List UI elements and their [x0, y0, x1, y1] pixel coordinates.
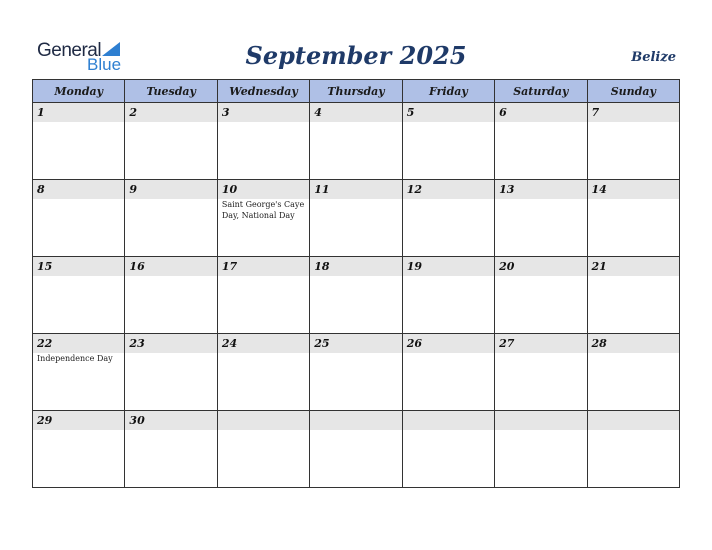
- day-cell: [310, 334, 402, 411]
- day-number: 26: [403, 334, 494, 353]
- day-number: 16: [125, 257, 216, 276]
- day-number: 2: [125, 103, 216, 122]
- logo-text-blue: Blue: [87, 55, 122, 74]
- day-number: [495, 411, 586, 430]
- day-number: 13: [495, 180, 586, 199]
- day-number: 19: [403, 257, 494, 276]
- day-cell: [125, 257, 217, 334]
- day-cell: [33, 334, 125, 411]
- country-label: Belize: [631, 50, 676, 65]
- day-number: 15: [33, 257, 124, 276]
- day-cell: [33, 411, 125, 488]
- day-number: 14: [588, 180, 679, 199]
- day-cell: [33, 180, 125, 257]
- day-cell: [587, 411, 679, 488]
- day-cell: [310, 103, 402, 180]
- week-row: [33, 334, 680, 411]
- day-cell: [587, 103, 679, 180]
- day-cell: [217, 257, 309, 334]
- day-number: 5: [403, 103, 494, 122]
- calendar-grid: [32, 79, 680, 488]
- day-number: 9: [125, 180, 216, 199]
- day-cell: [495, 180, 587, 257]
- weekday-header: Thursday: [310, 80, 402, 103]
- day-number: 20: [495, 257, 586, 276]
- day-number: 29: [33, 411, 124, 430]
- weekday-header-row: [33, 80, 680, 103]
- day-number: 6: [495, 103, 586, 122]
- day-cell: [125, 334, 217, 411]
- day-cell: [217, 180, 309, 257]
- day-cell: [310, 411, 402, 488]
- day-cell: [125, 411, 217, 488]
- day-cell: [33, 257, 125, 334]
- day-number: 24: [218, 334, 309, 353]
- day-number: 21: [588, 257, 679, 276]
- holiday-event: Saint George's Caye Day, National Day: [221, 200, 305, 220]
- day-cell: [402, 103, 494, 180]
- day-cell: [495, 103, 587, 180]
- day-cell: [495, 257, 587, 334]
- day-number: 10: [218, 180, 309, 199]
- day-cell: [587, 334, 679, 411]
- day-number: 23: [125, 334, 216, 353]
- weekday-header: Monday: [33, 80, 125, 103]
- week-row: [33, 180, 680, 257]
- day-cell: [217, 334, 309, 411]
- day-number: 4: [310, 103, 401, 122]
- day-cell: [217, 411, 309, 488]
- day-number: 18: [310, 257, 401, 276]
- weekday-header: Wednesday: [217, 80, 309, 103]
- day-cell: [33, 103, 125, 180]
- day-cell: [310, 180, 402, 257]
- week-row: [33, 411, 680, 488]
- weekday-header: Friday: [402, 80, 494, 103]
- day-number: 12: [403, 180, 494, 199]
- holiday-event: Independence Day: [37, 354, 113, 363]
- day-number: 8: [33, 180, 124, 199]
- day-number: 27: [495, 334, 586, 353]
- day-number: 3: [218, 103, 309, 122]
- day-cell: [495, 411, 587, 488]
- day-number: [403, 411, 494, 430]
- day-number: 17: [218, 257, 309, 276]
- weekday-header: Sunday: [587, 80, 679, 103]
- day-cell: [217, 103, 309, 180]
- logo-text-general: General: [37, 40, 102, 61]
- day-number: 22: [33, 334, 124, 353]
- day-cell: [587, 257, 679, 334]
- day-number: [218, 411, 309, 430]
- day-cell: [587, 180, 679, 257]
- day-number: 1: [33, 103, 124, 122]
- day-number: 25: [310, 334, 401, 353]
- day-number: 28: [588, 334, 679, 353]
- day-cell: [125, 103, 217, 180]
- day-number: [588, 411, 679, 430]
- day-cell: [495, 334, 587, 411]
- day-cell: [402, 257, 494, 334]
- day-cell: [310, 257, 402, 334]
- day-number: 7: [588, 103, 679, 122]
- day-cell: [402, 180, 494, 257]
- calendar-title: September 2025: [245, 41, 467, 70]
- day-cell: [125, 180, 217, 257]
- week-row: [33, 257, 680, 334]
- day-number: 11: [310, 180, 401, 199]
- day-cell: [402, 334, 494, 411]
- week-row: [33, 103, 680, 180]
- day-cell: [402, 411, 494, 488]
- day-number: 30: [125, 411, 216, 430]
- weekday-header: Tuesday: [125, 80, 217, 103]
- weekday-header: Saturday: [495, 80, 587, 103]
- day-number: [310, 411, 401, 430]
